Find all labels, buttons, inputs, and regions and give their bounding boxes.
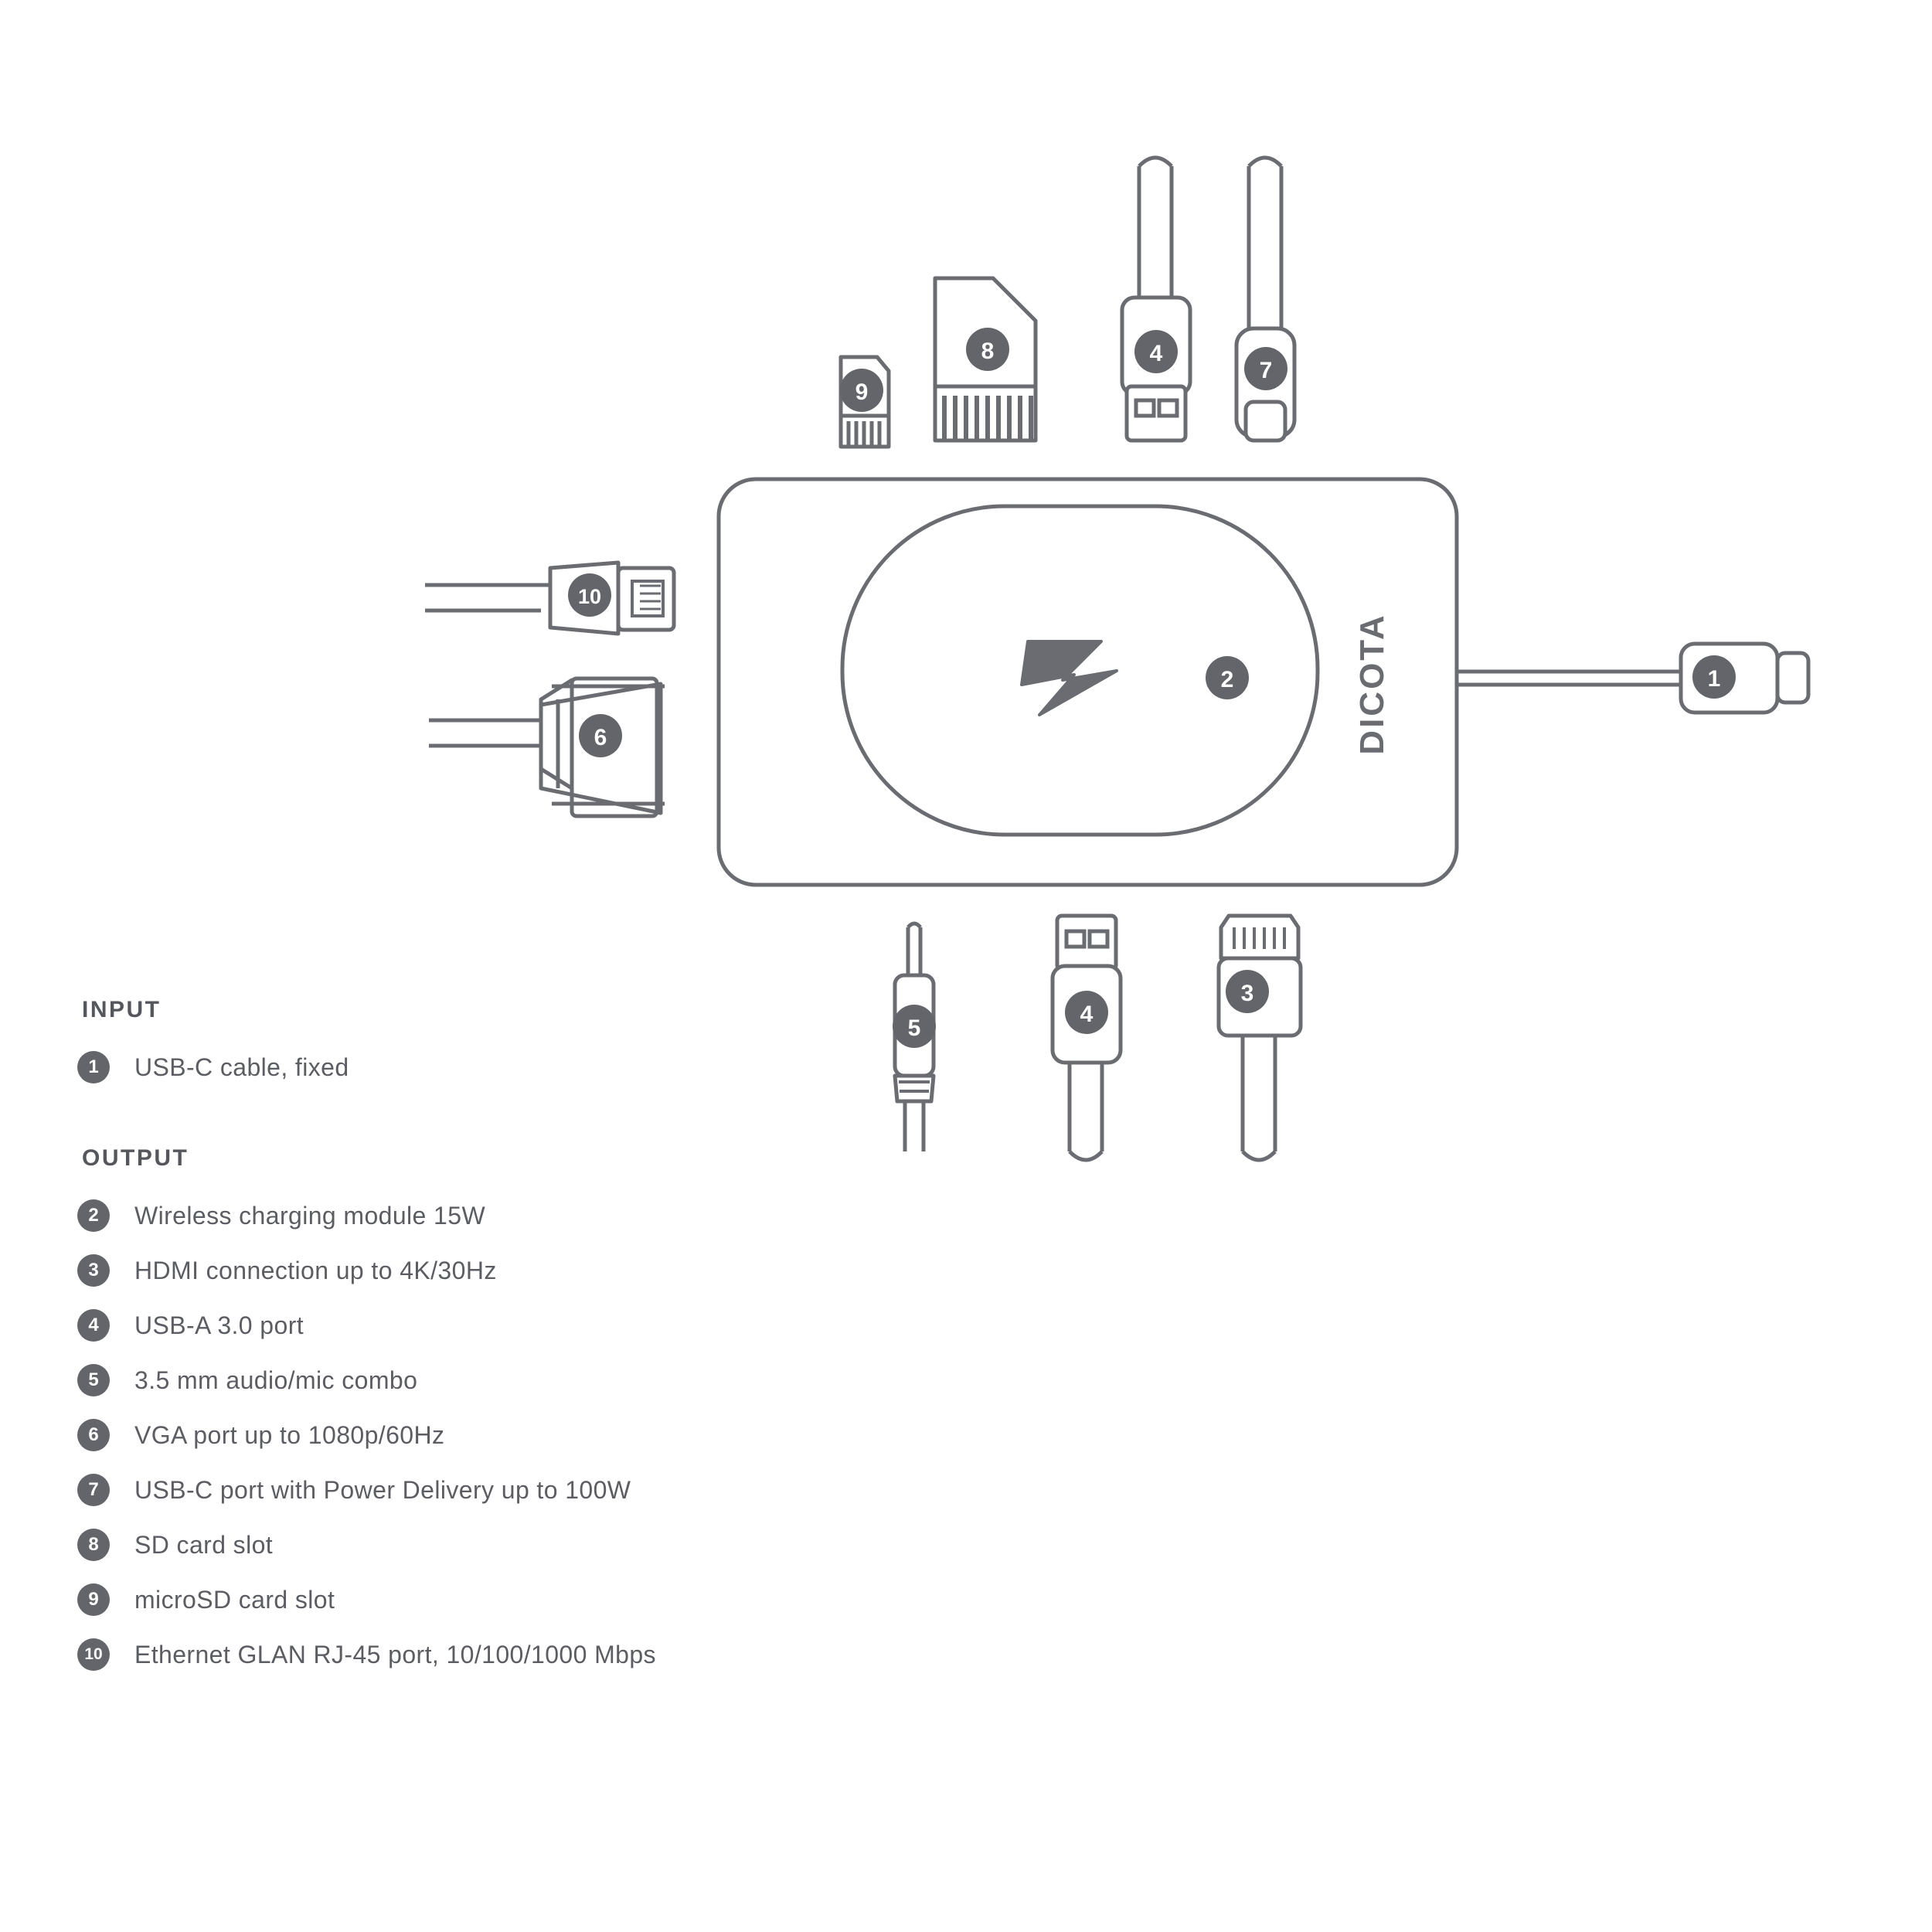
- usb-a-connector-bottom: [1053, 916, 1121, 1160]
- list-item: [77, 1417, 927, 1453]
- usb-c-fixed-cable: [1457, 644, 1808, 713]
- legend-badge-1: 1: [77, 1051, 110, 1083]
- rj45-connector: [425, 563, 674, 634]
- vga-connector: [429, 679, 665, 816]
- list-item: [77, 1049, 927, 1085]
- svg-text:5: 5: [907, 1015, 921, 1041]
- legend-badge-4: 4: [77, 1309, 110, 1342]
- legend-label-1: USB-C cable, fixed: [134, 1053, 349, 1081]
- list-item: [77, 1198, 927, 1233]
- list-item: [77, 1637, 927, 1672]
- legend-label-2: Wireless charging module 15W: [134, 1201, 486, 1230]
- brand-logo-text: DICOTA: [1353, 613, 1391, 755]
- hub-body: [719, 479, 1457, 885]
- usb-c-connector: [1236, 158, 1294, 440]
- legend-label-9: microSD card slot: [134, 1585, 335, 1614]
- svg-text:4: 4: [1080, 1002, 1094, 1027]
- legend-badge-7: 7: [77, 1474, 110, 1506]
- legend: [77, 997, 927, 1692]
- usb-a-connector-top: [1122, 158, 1190, 440]
- svg-text:6: 6: [594, 725, 607, 750]
- hdmi-connector: [1219, 916, 1301, 1160]
- list-item: [77, 1308, 927, 1343]
- list-item: [77, 1582, 927, 1617]
- legend-label-5: 3.5 mm audio/mic combo: [134, 1366, 418, 1394]
- list-item: [77, 1527, 927, 1563]
- legend-badge-8: 8: [77, 1529, 110, 1561]
- svg-text:9: 9: [855, 379, 869, 405]
- legend-badge-3: 3: [77, 1254, 110, 1287]
- svg-text:8: 8: [981, 338, 995, 364]
- legend-label-7: USB-C port with Power Delivery up to 100W: [134, 1475, 631, 1504]
- legend-label-6: VGA port up to 1080p/60Hz: [134, 1420, 445, 1449]
- legend-output-title: OUTPUT: [82, 1145, 189, 1171]
- svg-text:1: 1: [1707, 666, 1721, 692]
- legend-badge-10: 10: [77, 1638, 110, 1671]
- legend-label-3: HDMI connection up to 4K/30Hz: [134, 1256, 497, 1284]
- svg-text:7: 7: [1259, 358, 1273, 383]
- svg-text:10: 10: [577, 585, 602, 608]
- svg-text:3: 3: [1240, 981, 1254, 1006]
- svg-text:2: 2: [1220, 667, 1234, 692]
- legend-input-title: INPUT: [82, 997, 162, 1022]
- legend-badge-9: 9: [77, 1583, 110, 1616]
- legend-badge-2: 2: [77, 1199, 110, 1232]
- legend-label-8: SD card slot: [134, 1530, 274, 1559]
- legend-badge-6: 6: [77, 1419, 110, 1451]
- list-item: [77, 1362, 927, 1398]
- legend-label-10: Ethernet GLAN RJ-45 port, 10/100/1000 Mbps: [134, 1640, 656, 1668]
- list-item: [77, 1472, 927, 1508]
- legend-label-4: USB-A 3.0 port: [134, 1311, 304, 1339]
- list-item: [77, 1253, 927, 1288]
- legend-badge-5: 5: [77, 1364, 110, 1396]
- svg-text:4: 4: [1149, 341, 1163, 366]
